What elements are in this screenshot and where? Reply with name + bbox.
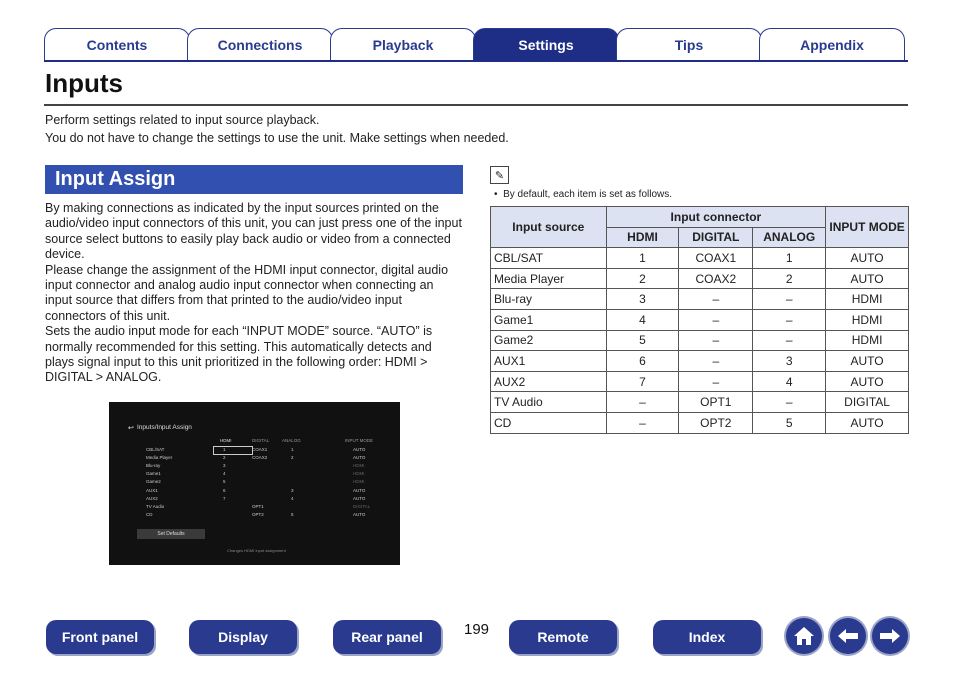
- front-panel-button[interactable]: Front panel: [46, 620, 154, 654]
- screen-hint: Changes HDMI input assignment: [227, 548, 286, 553]
- screen-header-digital: DIGITAL: [252, 438, 270, 443]
- screen-header-hdmi: HDMI: [220, 438, 232, 443]
- tab-connections[interactable]: Connections: [187, 28, 333, 60]
- screen-row: AUX1 6 3 AUTO: [146, 488, 366, 493]
- back-arrow-icon[interactable]: [830, 618, 866, 654]
- remote-button[interactable]: Remote: [509, 620, 617, 654]
- tab-contents[interactable]: Contents: [44, 28, 190, 60]
- menu-screenshot: [109, 402, 400, 565]
- body-paragraph-3: Sets the audio input mode for each “INPUT MODE” source. “AUTO” is normally recommended for this setting. This automatically detects and plays signal input to this unit prioritized in the following order: HDMI > DIGITAL > ANALOG.: [45, 324, 433, 385]
- section-body: [45, 201, 463, 386]
- header-hdmi: HDMI: [606, 227, 679, 248]
- screen-row: Media Player 2 COAX2 2 AUTO: [146, 455, 366, 460]
- screen-header-input-mode: INPUT MODE: [345, 438, 374, 443]
- table-row: Media Player 2 COAX2 2 AUTO: [491, 268, 909, 289]
- default-assignment-table: [490, 206, 909, 434]
- tab-underline: [44, 60, 908, 62]
- section-title: Input Assign: [45, 165, 463, 194]
- tab-tips[interactable]: Tips: [616, 28, 762, 60]
- screen-row: Blu-ray 3 HDMI: [146, 463, 365, 468]
- intro-line-1: Perform settings related to input source playback.: [45, 113, 320, 127]
- intro-line-2: You do not have to change the settings to use the unit. Make settings when needed.: [45, 131, 509, 145]
- header-digital: DIGITAL: [679, 227, 753, 248]
- title-divider: [44, 104, 908, 106]
- screen-row: TV Audio OPT1 DIGITAL: [146, 504, 371, 509]
- page-number: 199: [464, 621, 490, 638]
- tab-playback[interactable]: Playback: [330, 28, 476, 60]
- tab-bar: [44, 26, 908, 62]
- header-input-connector: Input connector: [606, 207, 826, 228]
- pencil-icon: ✎: [490, 166, 509, 184]
- forward-arrow-icon[interactable]: [872, 618, 908, 654]
- screen-row: CD OPT2 5 AUTO: [146, 512, 366, 517]
- table-row: TV Audio – OPT1 – DIGITAL: [491, 392, 909, 413]
- header-input-mode: INPUT MODE: [826, 207, 909, 248]
- body-paragraph-1: By making connections as indicated by the input sources printed on the audio/video input connectors of this unit, you can just press one of the input source select buttons to easily play back audio or video from a connected device.: [45, 201, 462, 262]
- page-title: Inputs: [45, 68, 123, 98]
- table-row: AUX2 7 – 4 AUTO: [491, 371, 909, 392]
- screen-row: CBL/SAT 1 COAX1 1 AUTO: [146, 447, 366, 452]
- rear-panel-button[interactable]: Rear panel: [333, 620, 441, 654]
- header-input-source: Input source: [491, 207, 607, 248]
- table-row: CBL/SAT 1 COAX1 1 AUTO: [491, 248, 909, 269]
- body-paragraph-2: Please change the assignment of the HDMI input connector, digital audio input connector and analog audio input connector when connecting an input source that differs from that printed to the audio/video input connectors of this unit.: [45, 262, 449, 323]
- tab-settings[interactable]: Settings: [473, 28, 619, 60]
- table-row: CD – OPT2 5 AUTO: [491, 412, 909, 433]
- set-defaults-button[interactable]: Set Defaults: [137, 529, 205, 539]
- screen-row: Game1 4 HDMI: [146, 471, 365, 476]
- table-row: Game2 5 – – HDMI: [491, 330, 909, 351]
- home-icon[interactable]: [786, 618, 822, 654]
- screen-row: Game2 5 HDMI: [146, 479, 365, 484]
- table-row: Blu-ray 3 – – HDMI: [491, 289, 909, 310]
- index-button[interactable]: Index: [653, 620, 761, 654]
- display-button[interactable]: Display: [189, 620, 297, 654]
- screen-title: Inputs/Input Assign: [137, 424, 192, 431]
- screen-row: AUX2 7 4 AUTO: [146, 496, 366, 501]
- note-text: • By default, each item is set as follows.: [494, 189, 673, 200]
- screen-header-analog: ANALOG: [282, 438, 301, 443]
- table-row: AUX1 6 – 3 AUTO: [491, 351, 909, 372]
- table-row: Game1 4 – – HDMI: [491, 309, 909, 330]
- back-icon: ↩: [128, 425, 134, 432]
- header-analog: ANALOG: [753, 227, 826, 248]
- tab-appendix[interactable]: Appendix: [759, 28, 905, 60]
